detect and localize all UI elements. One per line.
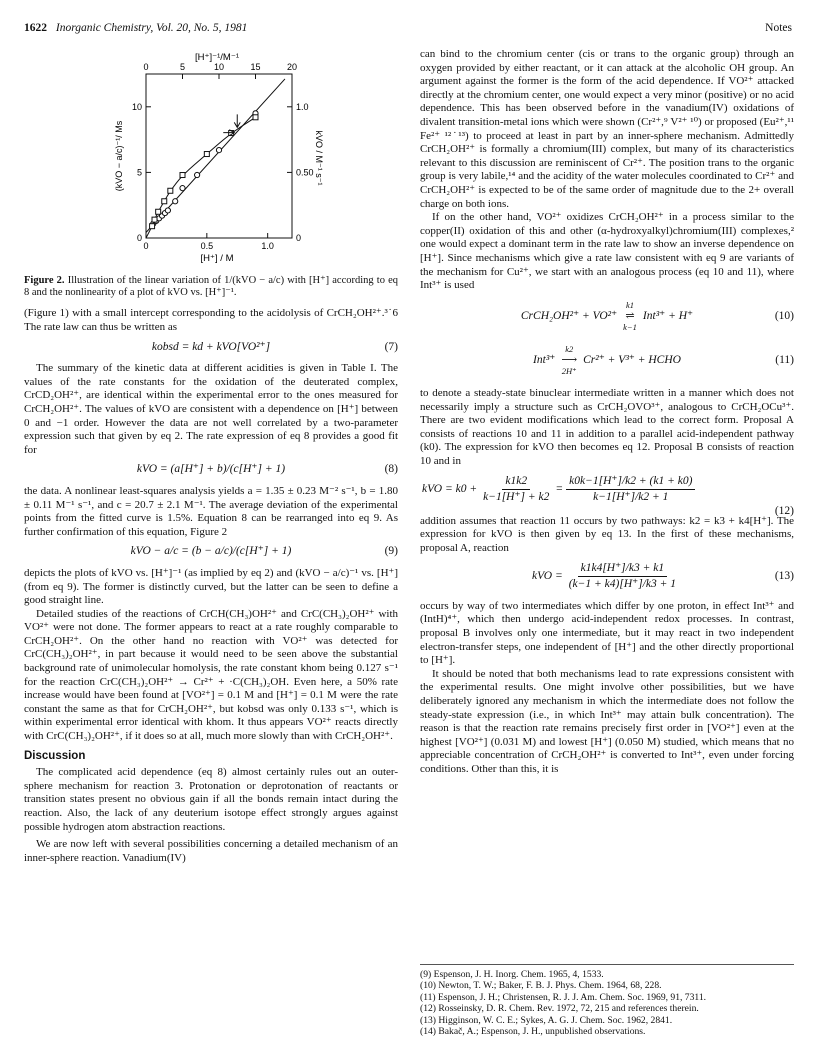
equation-number: (11) xyxy=(775,354,794,367)
paragraph: If on the other hand, VO²⁺ oxidizes CrCH₂OH²⁺ in a process similar to the copper(II) oxidation of this and other (α-hydroxyalkyl)chromium(III) complexes,² one would expect a dominant term in the rate law to show an inverse dependence on [H⁺]. Since mechanisms which give a rate law consistent with eq 9 are variants of the mechanism for Cu²⁺, we start with an analogous process (eq 10 and 11), where Int³⁺ is used xyxy=(420,211,794,292)
equation-7-body: kobsd = kd + kVO[VO²⁺] xyxy=(151,340,271,353)
equation-number: (12) xyxy=(774,504,794,517)
numerator: k0k−1[H⁺]/k2 + (k1 + k0) xyxy=(566,475,695,491)
reaction-arrow xyxy=(561,343,577,379)
paragraph: (Figure 1) with a small intercept corresponding to the acidolysis of CrCH₂OH²⁺.³˙6 The rate law can thus be written as xyxy=(24,307,398,333)
series-2-point-square xyxy=(168,188,173,193)
left-tick-label: 5 xyxy=(136,167,142,178)
right-tick-label: 0.50 xyxy=(296,167,314,178)
right-column xyxy=(420,48,794,777)
paragraph: Detailed studies of the reactions of CrCH(CH₃)OH²⁺ and CrC(CH₃)₂OH²⁺ with VO²⁺ were not done. The former appears to react at a rate roughly comparable to CrCH₂OH²⁺. On the other hand no reaction with VO²⁺ was detected for CrC(CH₃)₂OH²⁺, in part because it would need to be seen above the substantial background rate of unimolecular homolysis, the rate constant khom being 0.127 s⁻¹ for the reaction CrC(CH₃)₂OH²⁺ → Cr²⁺ + ·C(CH₃)₂OH. Even here, a 50% rate increase would have been found at [VO²⁺] = 0.1 M and [H⁺] = 0.1 M were the rate constant the same as that for CrCH₂OH²⁺, but kobsd was only 0.133 s⁻¹, which is within experimental error identical with khom. It thus appears VO²⁺ reacts directly with CrC(CH₃)₂OH²⁺, if it does so at all, much more slowly than with CrCH₂OH²⁺. xyxy=(24,607,398,743)
right-tick-label: 1.0 xyxy=(296,101,309,112)
figure-2-plot xyxy=(24,48,398,266)
top-tick-label: 0 xyxy=(143,62,149,72)
denominator: k−1[H⁺]/k2 + 1 xyxy=(593,491,669,504)
rate-constant-forward: k1 xyxy=(626,299,635,310)
figure-2 xyxy=(24,48,398,299)
equation-10 xyxy=(420,299,794,335)
equation-12 xyxy=(420,474,794,517)
paragraph: depicts the plots of kVO vs. [H⁺]⁻¹ (as implied by eq 2) and (kVO − a/c)⁻¹ vs. [H⁺] (from eq 9). The former is distinctly curved, but the latter can be seen to define a good straight line. xyxy=(24,566,398,607)
equation-8-body: kVO = (a[H⁺] + b)/(c[H⁺] + 1) xyxy=(136,463,286,476)
figure-caption-label: Figure 2. xyxy=(24,274,65,286)
section-name: Notes xyxy=(765,22,792,34)
equation-10-right: Int³⁺ + H⁺ xyxy=(642,309,694,322)
left-column xyxy=(24,48,398,865)
equation-number: (8) xyxy=(384,463,398,476)
reference-item: (9) Espenson, J. H. Inorg. Chem. 1965, 4, 1533. xyxy=(420,969,604,980)
equation-number: (13) xyxy=(774,569,794,582)
rate-constant-reverse: k−1 xyxy=(623,322,637,333)
numerator: k1k4[H⁺]/k3 + k1 xyxy=(578,562,667,578)
equation-12-lhs: kVO = k0 + xyxy=(422,482,478,495)
equation-number: (10) xyxy=(774,309,794,322)
right-axis-label: kVO / M⁻¹ s⁻¹ xyxy=(314,130,324,186)
numerator: k1k2 xyxy=(502,475,530,491)
top-tick-label: 10 xyxy=(213,62,225,72)
reference-item: (11) Espenson, J. H.; Christensen, R. J. J. Am. Chem. Soc. 1969, 91, 7311. xyxy=(420,991,707,1003)
equation-11-left: Int³⁺ xyxy=(533,354,556,367)
rate-constant: k2 xyxy=(565,343,574,354)
reference-item: (12) Rosseinsky, D. R. Chem. Rev. 1972, 72, 215 and references therein. xyxy=(420,1003,699,1015)
denominator: k−1[H⁺] + k2 xyxy=(483,491,550,504)
denominator: (k−1 + k4)[H⁺]/k3 + 1 xyxy=(568,578,676,591)
series-2-curve xyxy=(146,117,256,238)
equation-7 xyxy=(24,341,398,355)
top-tick-label: 15 xyxy=(250,62,261,72)
series-2-point-square xyxy=(156,209,161,214)
equals-sign: = xyxy=(555,482,564,495)
series-2-point-square xyxy=(162,199,167,204)
series-2-point-square xyxy=(180,173,185,178)
reaction-condition: 2H⁺ xyxy=(561,366,577,377)
equation-8 xyxy=(24,463,398,477)
series-2-point-square xyxy=(204,152,209,157)
equation-11-right: Cr²⁺ + V³⁺ + HCHO xyxy=(583,354,681,367)
journal-citation: Inorganic Chemistry, Vol. 20, No. 5, 1981 xyxy=(55,22,248,34)
figure-caption-text: Illustration of the linear variation of 1/(kVO − a/c) with [H⁺] according to eq 8 and the nonlinearity of a plot of kVO vs. [H⁺]⁻¹. xyxy=(24,274,398,298)
right-tick-label: 0 xyxy=(296,233,302,243)
fraction xyxy=(566,475,695,505)
references xyxy=(420,964,794,1037)
equation-9-body: kVO − a/c = (b − a/c)/(c[H⁺] + 1) xyxy=(130,545,292,558)
left-tick-label: 10 xyxy=(131,101,142,112)
equation-13-lhs: kVO = xyxy=(531,569,563,582)
equilibrium-arrow-icon: ⇌ xyxy=(625,310,635,323)
series-2-point-square xyxy=(150,224,155,229)
series-1-point-circle xyxy=(195,172,200,177)
bottom-tick-label: 0 xyxy=(143,241,149,251)
reference-item: (14) Bakač, A.; Espenson, J. H., unpublished observations. xyxy=(420,1026,646,1038)
figure-caption xyxy=(24,275,398,300)
fraction xyxy=(566,562,679,592)
paragraph: We are now left with several possibilities concerning a detailed mechanism of an inner-sphere reaction. Vanadium(IV) xyxy=(24,838,398,864)
right-arrow-icon: ⟶ xyxy=(561,354,578,367)
equation-9 xyxy=(24,545,398,559)
equation-11 xyxy=(420,343,794,379)
paragraph: occurs by way of two intermediates which differ by one proton, in effect Int³⁺ and (IntH)⁴⁺, which then undergo acid-independent redox processes. In contrast, proposal B involves only one intermediate, but it may react in two independent electron-transfer steps, one independent of [H⁺] and the other directly proportional to [H⁺]. xyxy=(420,599,794,667)
series-1-point-circle xyxy=(173,199,178,204)
paragraph: addition assumes that reaction 11 occurs by two pathways: k2 = k3 + k4[H⁺]. The expression for kVO is then given by eq 13. In the first of these mechanisms, proposal A, reaction xyxy=(420,514,794,554)
paragraph: can bind to the chromium center (cis or trans to the organic group) through an oxygen provided by either reactant, or it can attack at the alcoholic OH group. An argument against the former is the form of the acid dependence. If VO²⁺ attacked directly at the chromium center, one would expect a very minor (positive) or no acid dependence. This has been observed before in the vanadium(IV) oxidations of divalent transition-metal ions which were shown (Cr²⁺,⁹ V²⁺ ¹⁰) or proposed (Eu²⁺,¹¹ Fe²⁺ ¹²˙¹³) to proceed at least in part by an inner-sphere mechanism. Admittedly CrCH₂OH²⁺ is formally a chromium(III) complex, but many of its characteristics relevant to this discussion are reminiscent of Cr²⁺. The position trans to the organic group is very labile,¹⁴ and the acidity of the water molecules coordinated to Cr²⁺ and CrCH₂OH²⁺ is expected to be of the same order of magnitude due to the 2+ overall charge on both ions. xyxy=(420,48,794,210)
paragraph: The summary of the kinetic data at different acidities is given in Table I. The values of the rate constants for the oxidation of the deuterated complex, CrCD₂OH²⁺, are identical within the experimental error to the ones measured for CrCH₂OH²⁺. The values of kVO are consistent with a dependence on [H⁺] between 0 and −1 order. However the data are not well correlated by a two-parameter expression such that given by eq 2. The rate expression of eq 8 provides a good fit for xyxy=(24,362,398,456)
bottom-tick-label: 1.0 xyxy=(261,241,274,251)
left-tick-label: 0 xyxy=(136,233,142,243)
series-2-point-square xyxy=(152,217,157,222)
paragraph: It should be noted that both mechanisms lead to rate expressions consistent with the experimental results. One might involve other possibilities, but we have deliberately ignored any mechanism in which the intermediate does not follow the steady-state expression (i.e., in which Int³⁺ may attain bulk concentration). The reason is that the reaction rate remains precisely first order in [VO²⁺] even at the highest [VO²⁺] (0.031 M) and lowest [H⁺] (0.050 M) studied, which means that no appreciable concentration of CrCH₂OH²⁺ is converted to Int³⁺, even under forcing conditions. Other than this, it is xyxy=(420,667,794,775)
paragraph: The complicated acid dependence (eq 8) almost certainly rules out an outer-sphere mechanism for reaction 3. Protonation or deprotonation of reactants or transition states present no obvious gain if all the bonds remain intact during the reaction. Also, the lack of any deuterium isotope effect strongly argues against possible hydrogen atom abstraction reactions. xyxy=(24,766,398,833)
equation-10-left: CrCH₂OH²⁺ + VO²⁺ xyxy=(520,309,618,322)
bottom-tick-label: 0.5 xyxy=(200,241,214,251)
bottom-axis-label: [H⁺] / M xyxy=(200,253,234,264)
reference-item: (13) Higginson, W. C. E.; Sykes, A. G. J. Chem. Soc. 1962, 2841. xyxy=(420,1014,673,1026)
equation-number: (9) xyxy=(384,545,398,558)
series-2-point-square xyxy=(253,115,258,120)
page-header xyxy=(24,22,792,38)
top-tick-label: 5 xyxy=(179,62,186,72)
top-tick-label: 20 xyxy=(286,62,298,72)
left-axis-label: (kVO − a/c)⁻¹/ Ms xyxy=(114,120,124,192)
paragraph: to denote a steady-state binuclear intermediate written in a manner which does not necessarily imply a structure such as CrCH₂OVO³⁺, analogous to CrCH₂OCu³⁺. There are two evident modifications which lead to the correct form. Proposal A consists of reactions 10 and 11 in addition to a parallel acid-independent pathway (k0). The expression for kVO then becomes eq 12. Proposal B consists of reaction 10 and in xyxy=(420,387,794,468)
paragraph: the data. A nonlinear least-squares analysis yields a = 1.35 ± 0.23 M⁻² s⁻¹, b = 1.80 ± 0.11 M⁻¹ s⁻¹, and c = 20.7 ± 2.1 M⁻¹. The average deviation of the experimental points from the fitted curve is 1.5%. Equation 8 can be rearranged into eq 9. As further confirmation of this equation, Figure 2 xyxy=(24,484,398,538)
page-number: 1622 xyxy=(24,22,47,34)
equation-number: (7) xyxy=(384,340,398,353)
series-1-point-circle xyxy=(216,147,221,152)
series-1-point-circle xyxy=(165,208,170,213)
equilibrium-arrow xyxy=(623,299,637,335)
series-2-pointer-arrow-icon xyxy=(234,114,240,127)
series-1-point-circle xyxy=(180,186,185,191)
top-axis-label: [H⁺]⁻¹/M⁻¹ xyxy=(194,52,240,63)
reference-item: (10) Newton, T. W.; Baker, F. B. J. Phys. Chem. 1964, 68, 228. xyxy=(420,980,662,992)
section-heading: Discussion xyxy=(24,749,86,762)
equation-13 xyxy=(420,562,794,592)
fraction xyxy=(480,475,552,505)
